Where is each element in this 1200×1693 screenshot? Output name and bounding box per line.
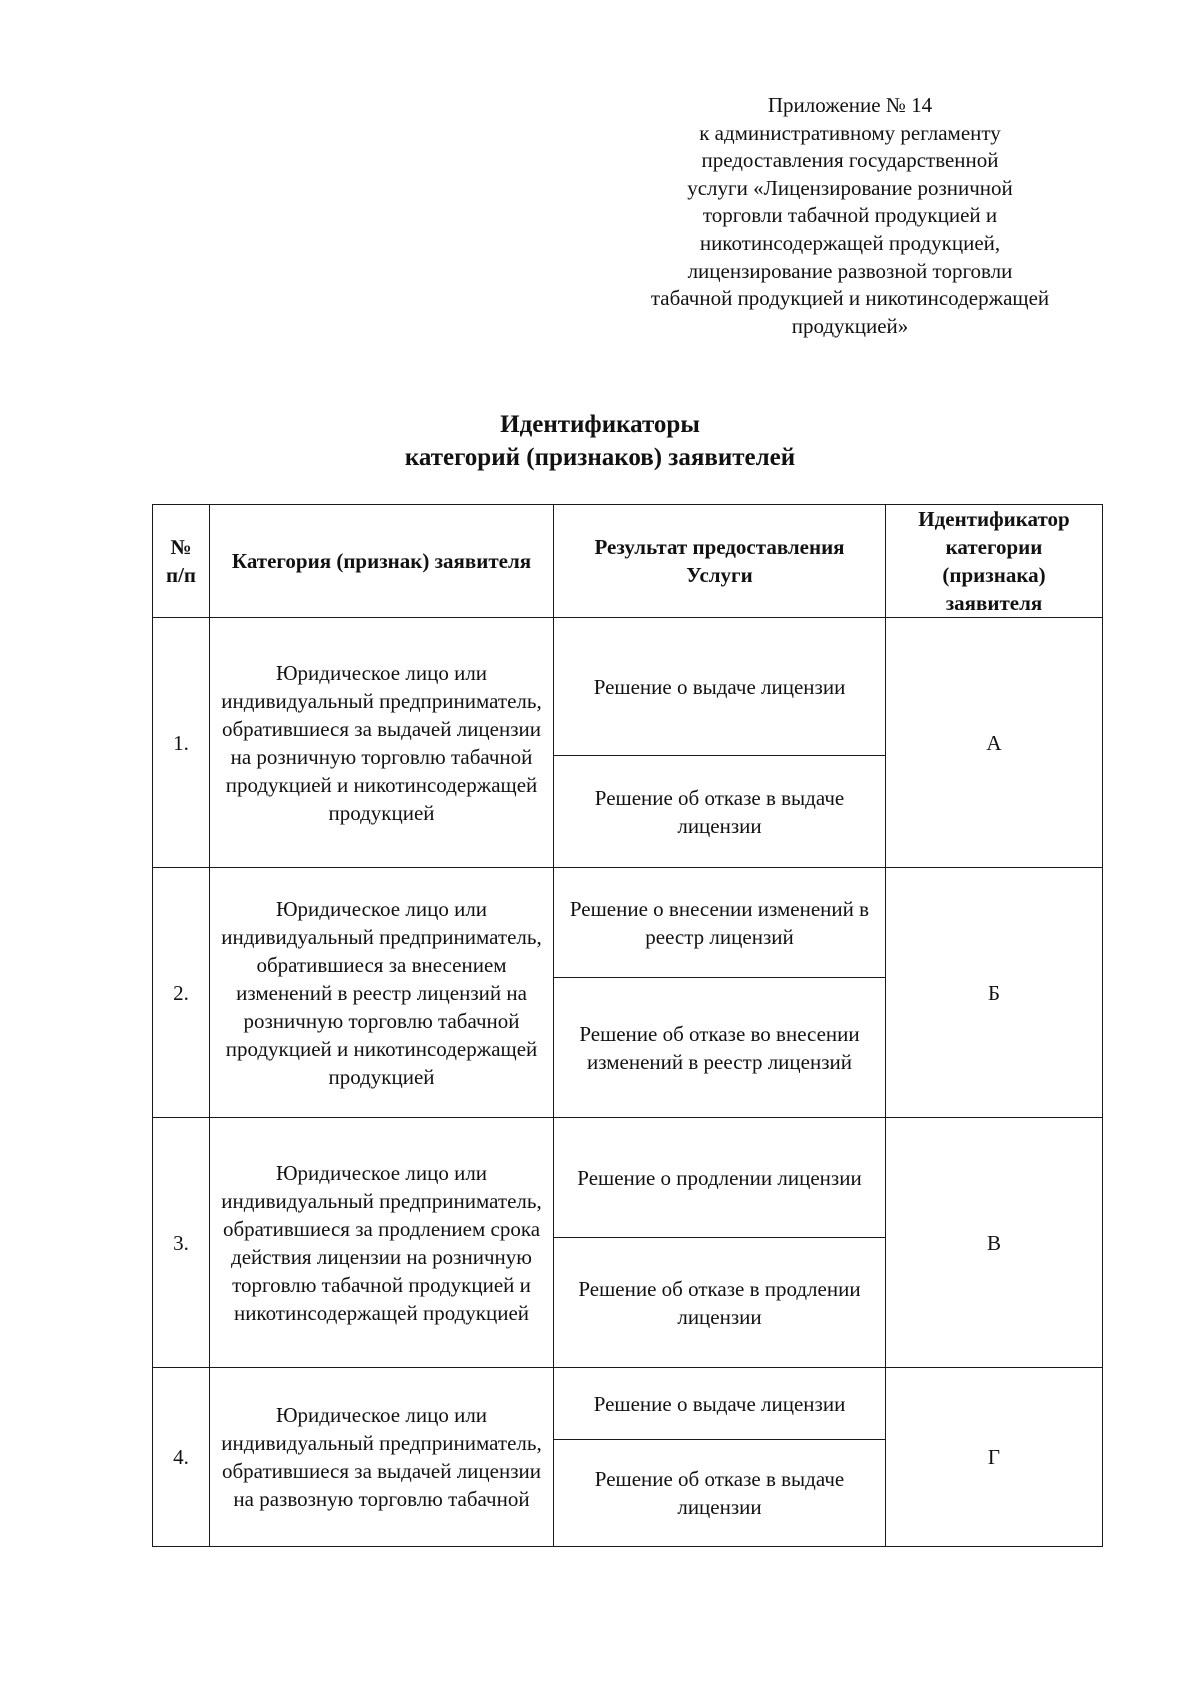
row-result: Решение о выдаче лицензии	[554, 618, 886, 756]
appendix-line: торговли табачной продукцией и	[702, 203, 998, 228]
table-header-row	[153, 505, 1103, 618]
row-identifier: А	[886, 618, 1103, 868]
header-category: Категория (признак) заявителя	[210, 505, 554, 618]
row-category: Юридическое лицо или индивидуальный предприниматель, обратившиеся за выдачей лицензии на розничную торговлю табачной продукцией и никотинсодержащей продукцией	[210, 618, 554, 868]
title-line-1: Идентификаторы	[500, 411, 700, 438]
row-num: 3.	[153, 1118, 210, 1368]
appendix-line: к административному регламенту	[699, 120, 1001, 145]
appendix-line: услуги «Лицензирование розничной	[687, 175, 1013, 200]
row-result: Решение о продлении лицензии	[554, 1118, 886, 1238]
row-identifier: Г	[886, 1368, 1103, 1547]
appendix-line: никотинсодержащей продукцией,	[699, 230, 1001, 255]
appendix-header	[600, 92, 1100, 340]
row-result: Решение о внесении изменений в реестр лицензий	[554, 868, 886, 978]
appendix-line: табачной продукцией и никотинсодержащей	[650, 286, 1050, 311]
table-row	[153, 868, 1103, 978]
row-category: Юридическое лицо или индивидуальный предприниматель, обратившиеся за выдачей лицензии на развозную торговлю табачной	[210, 1368, 554, 1547]
table-row	[153, 618, 1103, 756]
row-category: Юридическое лицо или индивидуальный предприниматель, обратившиеся за продлением срока действия лицензии на розничную торговлю табачной продукцией и никотинсодержащей продукцией	[210, 1118, 554, 1368]
row-result: Решение о выдаче лицензии	[554, 1368, 886, 1440]
table-row	[153, 1368, 1103, 1440]
appendix-line: лицензирование развозной торговли	[687, 258, 1013, 283]
appendix-line: предоставления государственной	[701, 148, 999, 173]
row-result: Решение об отказе в продлении лицензии	[554, 1238, 886, 1368]
row-num: 2.	[153, 868, 210, 1118]
appendix-line: Приложение № 14	[767, 93, 933, 117]
row-num: 1.	[153, 618, 210, 868]
row-category: Юридическое лицо или индивидуальный предприниматель, обратившиеся за внесением изменений в реестр лицензий на розничную торговлю табачной продукцией и никотинсодержащей продукцией	[210, 868, 554, 1118]
identifiers-table	[152, 504, 1103, 1547]
row-num: 4.	[153, 1368, 210, 1547]
appendix-line: продукцией»	[791, 313, 909, 338]
row-result: Решение об отказе в выдаче лицензии	[554, 756, 886, 868]
row-result: Решение об отказе в выдаче лицензии	[554, 1440, 886, 1547]
header-num: № п/п	[153, 505, 210, 618]
row-identifier: В	[886, 1118, 1103, 1368]
row-identifier: Б	[886, 868, 1103, 1118]
title-line-2: категорий (признаков) заявителей	[404, 444, 796, 471]
header-identifier: Идентификатор категории (признака) заявителя	[886, 505, 1103, 618]
header-result: Результат предоставления Услуги	[554, 505, 886, 618]
document-title	[300, 408, 900, 474]
table-row	[153, 1118, 1103, 1238]
row-result: Решение об отказе во внесении изменений в реестр лицензий	[554, 978, 886, 1118]
